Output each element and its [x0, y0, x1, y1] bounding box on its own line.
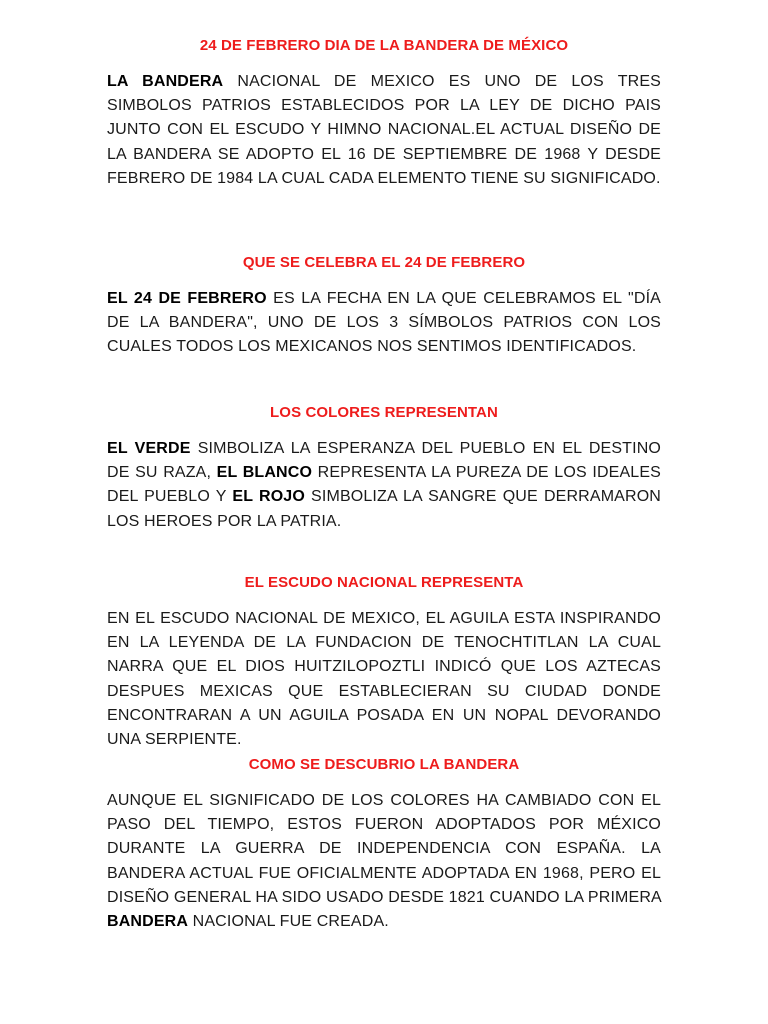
- section-colors: [107, 403, 661, 534]
- section-discovery: [107, 755, 661, 934]
- section-heading-celebration: QUE SE CELEBRA EL 24 DE FEBRERO: [242, 254, 526, 271]
- colors-text-3: SIMBOLIZA LA SANGRE QUE DERRAMARON LOS HEROES POR LA PATRIA.: [107, 488, 662, 530]
- section-paragraph-escudo: [107, 607, 661, 752]
- bold-el-verde: EL VERDE: [107, 440, 191, 457]
- section-paragraph-celebration: [107, 287, 661, 360]
- colors-text-2: REPRESENTA LA PUREZA DE LOS IDEALES DEL PUEBLO Y: [107, 464, 661, 506]
- discovery-text-1: AUNQUE EL SIGNIFICADO DE LOS COLORES HA CAMBIADO CON EL PASO DEL TIEMPO, ESTOS FUERON ADOPTADOS POR MÉXICO DURANTE LA GUERRA DE INDEPENDENCIA CON ESPAÑA. LA BANDERA ACTUAL FUE OFICIALMENTE ADOPTADA EN 1968, PERO EL DISEÑO GENERAL HA SIDO USADO DESDE 1821 CUANDO LA PRIMERA: [107, 792, 661, 906]
- section-escudo: [107, 573, 661, 752]
- section-paragraph-colors: [107, 437, 661, 534]
- bold-24-febrero: EL 24 DE FEBRERO: [107, 290, 267, 307]
- section-heading-discovery: COMO SE DESCUBRIO LA BANDERA: [248, 756, 520, 773]
- discovery-text-2: NACIONAL FUE CREADA.: [188, 913, 389, 931]
- bold-el-rojo: EL ROJO: [232, 488, 305, 506]
- colors-text-1: SIMBOLIZA LA ESPERANZA DEL PUEBLO EN EL DESTINO DE SU RAZA,: [107, 440, 661, 482]
- intro-text: NACIONAL DE MEXICO ES UNO DE LOS TRES SIMBOLOS PATRIOS ESTABLECIDOS POR LA LEY DE DICHO PAIS JUNTO CON EL ESCUDO Y HIMNO NACIONAL.EL ACTUAL DISEÑO DE LA BANDERA SE ADOPTO EL 16 DE SEPTIEMBRE DE 1968 Y DESDE FEBRERO DE 1984 LA CUAL CADA ELEMENTO TIENE SU SIGNIFICADO.: [107, 73, 661, 187]
- escudo-text: EN EL ESCUDO NACIONAL DE MEXICO, EL AGUILA ESTA INSPIRANDO EN LA LEYENDA DE LA FUNDACION DE TENOCHTITLAN LA CUAL NARRA QUE EL DIOS HUITZILOPOZTLI INDICÓ QUE LOS AZTECAS DESPUES MEXICAS QUE ESTABLECIERAN SU CIUDAD DONDE ENCONTRARAN A UN AGUILA POSADA EN UN NOPAL DEVORANDO UNA SERPIENTE.: [107, 610, 661, 749]
- section-heading-escudo: EL ESCUDO NACIONAL REPRESENTA: [244, 574, 524, 591]
- section-heading-colors: LOS COLORES REPRESENTAN: [270, 404, 498, 421]
- section-paragraph-discovery: [107, 789, 661, 934]
- celebration-text: ES LA FECHA EN LA QUE CELEBRAMOS EL "DÍA DE LA BANDERA", UNO DE LOS 3 SÍMBOLOS PATRIOS CON LOS CUALES TODOS LOS MEXICANOS NOS SENTIMOS IDENTIFICADOS.: [107, 290, 661, 356]
- section-celebration: [107, 253, 661, 360]
- document-title: 24 DE FEBRERO DIA DE LA BANDERA DE MÉXICO: [199, 37, 569, 54]
- intro-paragraph: [107, 70, 661, 191]
- bold-bandera: BANDERA: [107, 913, 189, 931]
- bold-el-blanco: EL BLANCO: [216, 464, 313, 482]
- intro-bold-bandera: LA BANDERA: [107, 73, 224, 90]
- intro-section: [107, 36, 661, 191]
